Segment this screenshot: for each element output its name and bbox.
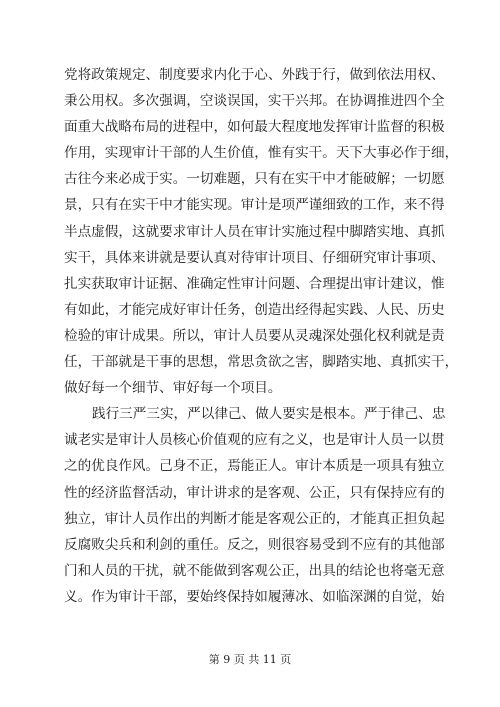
text-line: 实干，具体来讲就是要认真对待审计项目、仔细研究审计事项、 <box>64 249 445 266</box>
text-line: 面重大战略布局的进程中，如何最大程度地发挥审计监督的积极 <box>64 119 445 136</box>
text-line: 门和人员的干扰，就不能做到客观公正，出具的结论也将毫无意 <box>64 562 445 579</box>
text-line: 秉公用权。多次强调，空谈误国，实干兴邦。在协调推进四个全 <box>64 93 445 110</box>
text-line: 义。作为审计干部，要始终保持如履薄冰、如临深渊的自觉，始 <box>64 588 445 605</box>
text-line: 性的经济监督活动，审计讲求的是客观、公正，只有保持应有的 <box>64 484 445 501</box>
text-line: 独立，审计人员作出的判断才能是客观公正的，才能真正担负起 <box>64 510 445 527</box>
text-line: 党将政策规定、制度要求内化于心、外践于行，做到依法用权、 <box>64 67 445 83</box>
text-line: 扎实获取审计证据、准确定性审计问题、合理提出审计建议，惟 <box>64 275 445 292</box>
text-line: 之的优良作风。己身不正，焉能正人。审计本质是一项具有独立 <box>64 458 445 475</box>
text-line: 半点虚假，这就要求审计人员在审计实施过程中脚踏实地、真抓 <box>64 223 445 240</box>
text-line: 诚老实是审计人员核心价值观的应有之义，也是审计人员一以贯 <box>64 432 445 449</box>
page-footer: 第 9 页 共 11 页 <box>208 653 292 666</box>
text-line: 反腐败尖兵和利剑的重任。反之，则很容易受到不应有的其他部 <box>64 536 445 553</box>
text-line: 有如此，才能完成好审计任务，创造出经得起实践、人民、历史 <box>64 301 445 318</box>
text-line: 古往今来必成于实。一切难题，只有在实干中才能破解；一切愿 <box>64 171 445 188</box>
text-line: 践行三严三实，严以律己、做人要实是根本。严于律己、忠 <box>92 406 446 423</box>
text-line: 任，干部就是干事的思想，常思贪欲之害，脚踏实地、真抓实干， <box>64 354 459 371</box>
text-line: 景，只有在实干中才能实现。审计是项严谨细致的工作，来不得 <box>64 197 445 214</box>
body-text <box>64 62 459 610</box>
text-line: 作用，实现审计干部的人生价值，惟有实干。天下大事必作于细， <box>64 145 459 162</box>
text-line: 检验的审计成果。所以，审计人员要从灵魂深处强化权利就是责 <box>64 327 445 344</box>
text-line: 做好每一个细节、审好每一个项目。 <box>64 380 282 397</box>
